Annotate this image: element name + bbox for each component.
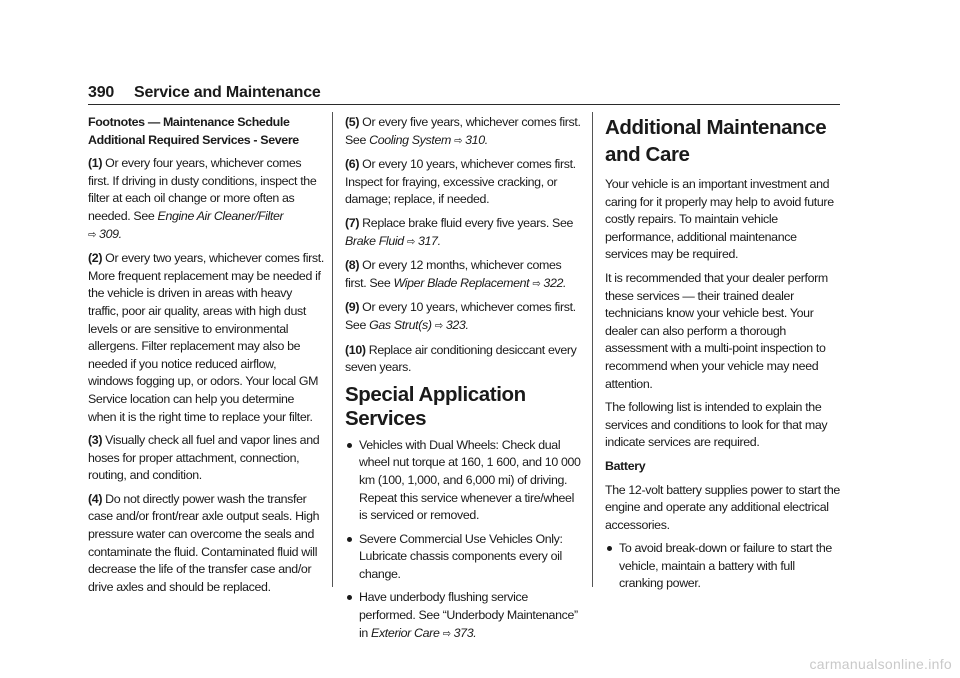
page-ref-arrow-icon: ⇨ <box>454 134 463 147</box>
page-ref[interactable]: 322. <box>543 275 567 290</box>
section-title: Service and Maintenance <box>134 84 321 101</box>
paragraph: The 12-volt battery supplies power to start the engine and operate any additional electrical accessories. <box>605 482 840 532</box>
paragraph: The following list is intended to explain the services and conditions to look for that may indicate services are required. <box>605 400 828 450</box>
footnote-9: (9) Or every 10 years, whichever comes first. See Gas Strut(s) ⇨ 323. <box>345 300 576 332</box>
cross-ref-link[interactable]: Gas Strut(s) <box>369 317 432 332</box>
page-ref-arrow-icon: ⇨ <box>434 319 443 332</box>
page-ref[interactable]: 310. <box>465 132 488 147</box>
list-item: To avoid break-down or failure to start the vehicle, maintain a battery with full cranking power. <box>605 540 841 593</box>
column-3 <box>605 114 841 599</box>
page-number: 390 <box>88 84 115 101</box>
battery-heading: Battery <box>605 458 646 473</box>
footnote-7: (7) Replace brake fluid every five years. See Brake Fluid ⇨ 317. <box>345 215 574 248</box>
cross-ref-link[interactable]: Wiper Blade Replacement <box>393 275 530 290</box>
footnote-6: (6) Or every 10 years, whichever comes first. Inspect for fraying, excessive cracking, or damage; replace, if needed. <box>345 157 576 207</box>
column-2 <box>345 114 581 649</box>
cross-ref-link[interactable]: Engine Air Cleaner/Filter <box>157 208 284 223</box>
special-services-heading: Special Application Services <box>345 382 526 430</box>
footnote-10: (10) Replace air conditioning desiccant every seven years. <box>345 342 577 375</box>
footnote-4: (4) Do not directly power wash the transfer case and/or front/rear axle output seals. High pressure water can overcome the seals and contaminate the fluid. Contaminated fluid will decrease the life of the transfer case and/or drive axles and should be replaced. <box>88 491 320 594</box>
paragraph: It is recommended that your dealer perform these services — their trained dealer technicians know your vehicle best. Your dealer can also perform a thorough assessment with a multi-point inspection to recommend when your vehicle may need attention. <box>605 270 828 391</box>
additional-maintenance-heading: Additional Maintenance and Care <box>605 116 827 166</box>
cross-ref-link[interactable]: Exterior Care <box>371 625 440 640</box>
footnote-8: (8) Or every 12 months, whichever comes first. See Wiper Blade Replacement ⇨ 322. <box>345 258 567 290</box>
page-ref-arrow-icon: ⇨ <box>532 277 541 290</box>
page-ref[interactable]: 373. <box>453 625 477 640</box>
list-item: Severe Commercial Use Vehicles Only: Lubricate chassis components every oil change. <box>345 531 581 584</box>
watermark: carmanualsonline.info <box>809 656 952 672</box>
footnote-3: (3) Visually check all fuel and vapor lines and hoses for proper attachment, connection, routing, and condition. <box>88 433 320 483</box>
cross-ref-link[interactable]: Cooling System <box>369 132 451 147</box>
page-ref[interactable]: 317. <box>417 233 441 248</box>
special-services-list <box>345 437 581 644</box>
page-ref-arrow-icon: ⇨ <box>442 627 451 640</box>
paragraph: Your vehicle is an important investment and caring for it properly may help to avoid future costly repairs. To maintain vehicle performance, additional maintenance services may be required. <box>605 177 834 262</box>
footnote-5: (5) Or every five years, whichever comes first. See Cooling System ⇨ 310. <box>345 115 581 147</box>
footnotes-title: Footnotes — Maintenance Schedule Additional Required Services - Severe <box>88 115 299 147</box>
page-ref-arrow-icon: ⇨ <box>406 235 415 248</box>
page-ref[interactable]: 323. <box>445 317 469 332</box>
list-item: Vehicles with Dual Wheels: Check dual wheel nut torque at 160, 1 600, and 10 000 km (100, 1,000, and 6,000 mi) of driving. Repeat this service whenever a tire/wheel is serviced or removed. <box>345 437 581 525</box>
cross-ref-link[interactable]: Brake Fluid <box>345 233 404 248</box>
footnote-2: (2) Or every two years, whichever comes first. More frequent replacement may be needed if the vehicle is driven in areas with heavy traffic, poor air quality, areas with high dust levels or are sensitive to environmental allergens. Filter replacement may also be needed if you notice reduced airflow, windows fogging up, or odors. Your local GM Service location can help you determine when it is the right time to replace your filter. <box>88 251 324 424</box>
page-header <box>88 84 840 102</box>
footnote-1: (1) Or every four years, whichever comes first. If driving in dusty conditions, inspect the filter at each oil change or more often as needed. See Engine Air Cleaner/Filter ⇨ 309. <box>88 156 317 241</box>
header-rule <box>88 104 840 105</box>
column-divider-2 <box>592 112 593 587</box>
page-ref[interactable]: 309. <box>99 226 122 241</box>
list-item: Have underbody flushing service performed. See “Underbody Maintenance” in Exterior Care ⇨ 373. <box>345 589 581 643</box>
column-1 <box>88 114 324 602</box>
battery-list <box>605 540 841 593</box>
page-ref-arrow-icon: ⇨ <box>88 228 96 241</box>
column-divider-1 <box>332 112 333 587</box>
